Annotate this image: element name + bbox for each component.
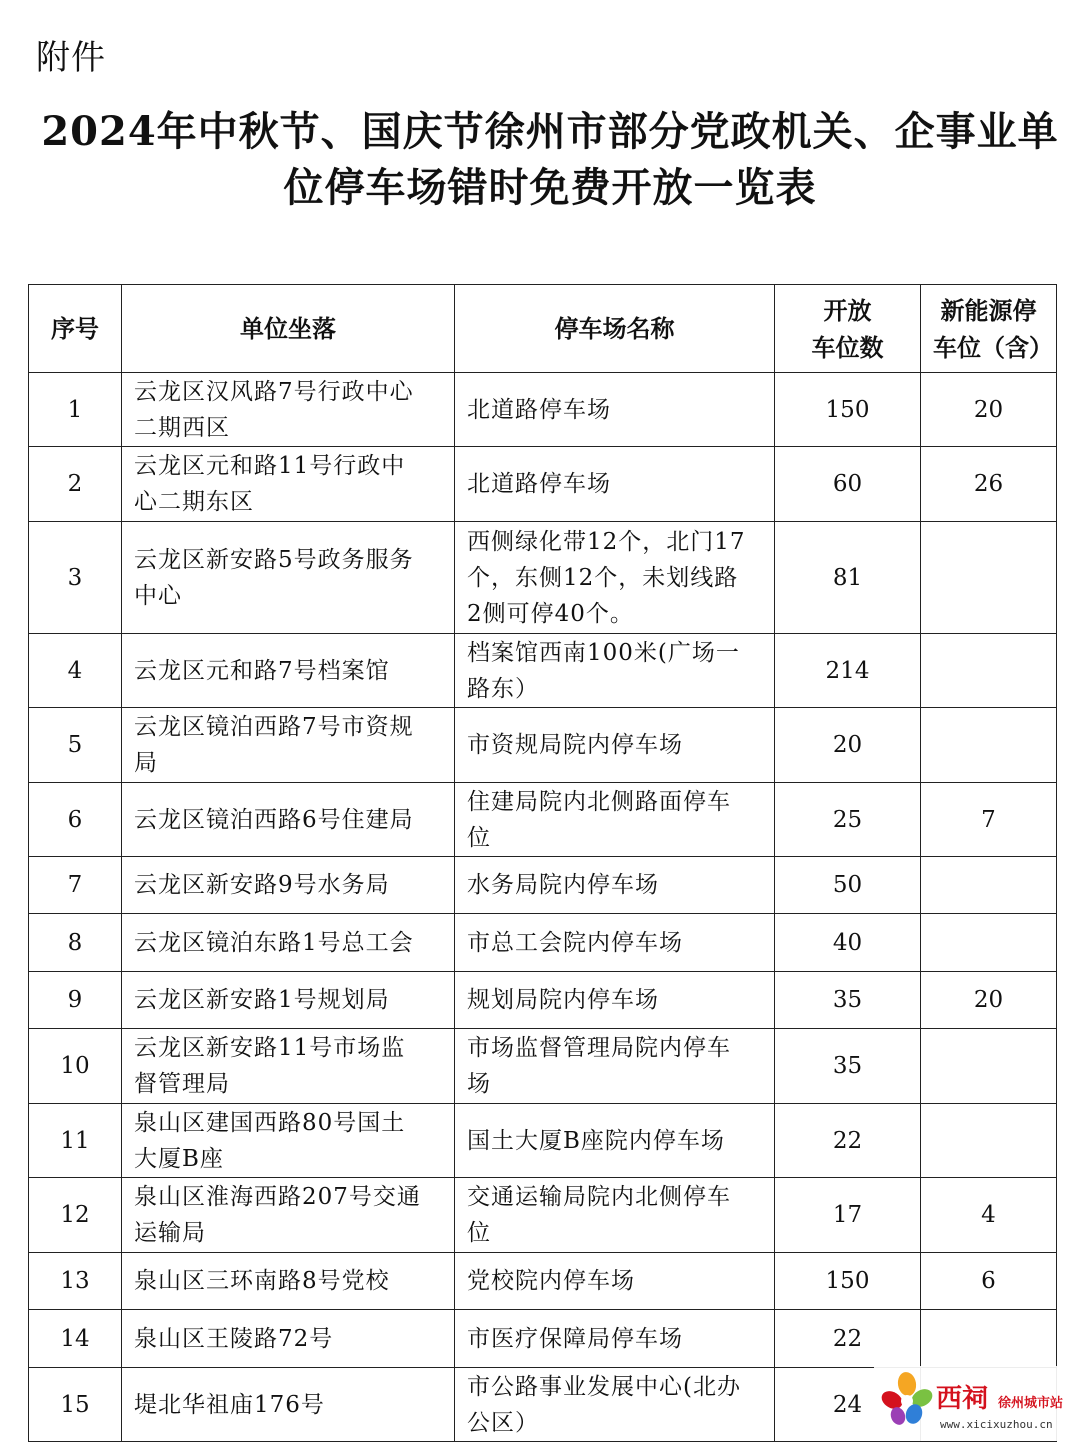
cell-location — [122, 1310, 455, 1368]
cell-open-spaces: 20 — [775, 708, 921, 783]
cell-location — [122, 1368, 455, 1442]
table-row — [29, 914, 1057, 972]
cell-lot-name-line: 北道路停车场 — [467, 396, 611, 423]
title-line-2: 位停车场错时免费开放一览表 — [283, 164, 817, 211]
cell-ev-spaces — [921, 634, 1057, 708]
cell-location — [122, 1178, 455, 1253]
cell-lot-name-line: 党校院内停车场 — [467, 1268, 635, 1294]
table-row — [29, 1104, 1057, 1178]
cell-no: 8 — [29, 914, 122, 972]
cell-lot-name — [455, 972, 775, 1029]
cell-open-spaces: 17 — [775, 1178, 921, 1253]
cell-open-spaces: 60 — [775, 447, 921, 522]
cell-location — [122, 522, 455, 634]
cell-open-spaces: 35 — [775, 1029, 921, 1104]
header-location: 单位坐落 — [122, 285, 455, 373]
header-open-spaces-line: 开放 — [823, 295, 872, 325]
cell-location — [122, 373, 455, 447]
cell-location-line: 云龙区汉风路7号行政中心 — [134, 378, 414, 405]
cell-open-spaces: 40 — [775, 914, 921, 972]
table-row — [29, 1310, 1057, 1368]
cell-lot-name-line: 规划局院内停车场 — [467, 987, 659, 1013]
cell-lot-name — [455, 1029, 775, 1104]
cell-no: 12 — [29, 1178, 122, 1253]
cell-no: 5 — [29, 708, 122, 783]
cell-no: 14 — [29, 1310, 122, 1368]
cell-ev-spaces: 4 — [921, 1178, 1057, 1253]
cell-no: 1 — [29, 373, 122, 447]
cell-no: 15 — [29, 1368, 122, 1442]
cell-location — [122, 1253, 455, 1310]
cell-lot-name — [455, 1310, 775, 1368]
cell-lot-name — [455, 1253, 775, 1310]
cell-location — [122, 1029, 455, 1104]
cell-location-line: 泉山区王陵路72号 — [134, 1325, 334, 1352]
cell-ev-spaces: 7 — [921, 783, 1057, 857]
cell-location-line: 泉山区建国西路80号国土 — [134, 1109, 406, 1136]
watermark-url: www.xicixuzhou.cn — [940, 1418, 1053, 1431]
cell-open-spaces: 214 — [775, 634, 921, 708]
cell-open-spaces: 50 — [775, 857, 921, 914]
cell-location — [122, 1104, 455, 1178]
table-row — [29, 972, 1057, 1029]
cell-ev-spaces — [921, 1029, 1057, 1104]
header-ev-spaces-line: 新能源停 — [940, 295, 1037, 325]
header-open-spaces-line: 车位数 — [811, 332, 884, 362]
cell-lot-name — [455, 373, 775, 447]
cell-ev-spaces: 26 — [921, 447, 1057, 522]
cell-lot-name-line: 交通运输局院内北侧停车 — [467, 1184, 731, 1210]
cell-lot-name-line: 场 — [467, 1071, 491, 1097]
cell-location — [122, 972, 455, 1029]
cell-ev-spaces: 6 — [921, 1253, 1057, 1310]
cell-no: 3 — [29, 522, 122, 634]
cell-no: 10 — [29, 1029, 122, 1104]
cell-lot-name — [455, 1104, 775, 1178]
cell-location-line: 心二期东区 — [134, 489, 254, 515]
cell-lot-name — [455, 522, 775, 634]
header-ev-spaces-line: 车位（含） — [933, 332, 1053, 362]
cell-lot-name — [455, 914, 775, 972]
flower-logo-icon — [880, 1370, 934, 1428]
cell-lot-name — [455, 1368, 775, 1442]
cell-no: 6 — [29, 783, 122, 857]
watermark-brand: 西祠 — [936, 1384, 989, 1414]
cell-ev-spaces — [921, 522, 1057, 634]
cell-open-spaces: 22 — [775, 1310, 921, 1368]
cell-open-spaces: 81 — [775, 522, 921, 634]
cell-no: 4 — [29, 634, 122, 708]
cell-location-line: 运输局 — [134, 1220, 206, 1246]
cell-location-line: 云龙区新安路5号政务服务 — [134, 546, 414, 573]
cell-location — [122, 708, 455, 783]
cell-lot-name — [455, 708, 775, 783]
header-ev-spaces — [921, 285, 1057, 373]
cell-lot-name-line: 西侧绿化带12个，北门17 — [467, 528, 746, 555]
cell-lot-name-line: 位 — [467, 824, 491, 851]
header-open-spaces — [775, 285, 921, 373]
parking-table — [28, 284, 1057, 1442]
cell-lot-name-line: 市场监督管理局院内停车 — [467, 1035, 731, 1061]
cell-lot-name-line: 水务局院内停车场 — [467, 872, 659, 898]
cell-lot-name — [455, 857, 775, 914]
cell-ev-spaces — [921, 914, 1057, 972]
cell-location-line: 云龙区镜泊东路1号总工会 — [134, 929, 414, 956]
header-lot-name: 停车场名称 — [455, 285, 775, 373]
cell-location-line: 泉山区淮海西路207号交通 — [134, 1184, 421, 1210]
cell-no: 13 — [29, 1253, 122, 1310]
cell-location-line: 云龙区镜泊西路6号住建局 — [134, 806, 414, 833]
cell-location — [122, 857, 455, 914]
header-no: 序号 — [29, 285, 122, 373]
cell-location-line: 中心 — [134, 582, 182, 609]
table-row — [29, 857, 1057, 914]
cell-lot-name — [455, 634, 775, 708]
cell-lot-name-line: 北道路停车场 — [467, 471, 611, 497]
table-row — [29, 1029, 1057, 1104]
cell-location-line: 泉山区三环南路8号党校 — [134, 1268, 390, 1294]
cell-lot-name-line: 市总工会院内停车场 — [467, 929, 683, 956]
cell-location-line: 云龙区新安路9号水务局 — [134, 872, 390, 898]
cell-ev-spaces — [921, 1310, 1057, 1368]
cell-open-spaces: 25 — [775, 783, 921, 857]
cell-lot-name-line: 公区） — [467, 1409, 539, 1436]
cell-lot-name-line: 市医疗保障局停车场 — [467, 1325, 683, 1352]
cell-location-line: 云龙区镜泊西路7号市资规 — [134, 714, 414, 740]
cell-no: 9 — [29, 972, 122, 1029]
cell-open-spaces: 24 — [775, 1368, 921, 1442]
table-row — [29, 783, 1057, 857]
cell-lot-name — [455, 783, 775, 857]
cell-location — [122, 634, 455, 708]
watermark-city: 徐州城市站 — [998, 1396, 1064, 1411]
table-row — [29, 373, 1057, 447]
cell-ev-spaces: 20 — [921, 972, 1057, 1029]
site-watermark — [874, 1366, 1080, 1441]
cell-location-line: 堤北华祖庙176号 — [134, 1391, 325, 1418]
cell-open-spaces: 150 — [775, 1253, 921, 1310]
cell-lot-name — [455, 447, 775, 522]
title-line-1: 2024年中秋节、国庆节徐州市部分党政机关、企事业单 — [41, 108, 1059, 155]
cell-open-spaces: 150 — [775, 373, 921, 447]
cell-location-line: 二期西区 — [134, 414, 230, 441]
table-row — [29, 1178, 1057, 1253]
cell-open-spaces: 35 — [775, 972, 921, 1029]
table-row — [29, 708, 1057, 783]
table-header-row — [29, 285, 1057, 373]
document-title — [20, 104, 1080, 216]
cell-location-line: 云龙区元和路7号档案馆 — [134, 657, 390, 684]
cell-ev-spaces — [921, 1104, 1057, 1178]
cell-no: 7 — [29, 857, 122, 914]
cell-location-line: 局 — [134, 750, 158, 776]
cell-location — [122, 447, 455, 522]
cell-lot-name-line: 市公路事业发展中心(北办 — [467, 1373, 741, 1400]
cell-location-line: 云龙区新安路11号市场监 — [134, 1035, 406, 1061]
cell-lot-name-line: 路东） — [467, 675, 539, 702]
cell-ev-spaces — [921, 708, 1057, 783]
table-row — [29, 634, 1057, 708]
cell-lot-name-line: 位 — [467, 1220, 491, 1246]
table-row — [29, 447, 1057, 522]
cell-lot-name-line: 2侧可停40个。 — [467, 600, 634, 627]
cell-lot-name-line: 档案馆西南100米(广场一 — [467, 639, 740, 666]
cell-location — [122, 783, 455, 857]
cell-lot-name-line: 个，东侧12个，未划线路 — [467, 564, 739, 591]
attachment-label: 附件 — [36, 38, 106, 78]
cell-location-line: 督管理局 — [134, 1071, 230, 1097]
cell-no: 2 — [29, 447, 122, 522]
cell-ev-spaces — [921, 857, 1057, 914]
cell-no: 11 — [29, 1104, 122, 1178]
cell-lot-name-line: 住建局院内北侧路面停车 — [467, 788, 731, 815]
cell-lot-name-line: 市资规局院内停车场 — [467, 732, 683, 758]
table-row — [29, 522, 1057, 634]
cell-lot-name-line: 国土大厦B座院内停车场 — [467, 1127, 725, 1154]
table-row — [29, 1253, 1057, 1310]
cell-location-line: 云龙区新安路1号规划局 — [134, 987, 390, 1013]
cell-ev-spaces: 20 — [921, 373, 1057, 447]
cell-open-spaces: 22 — [775, 1104, 921, 1178]
cell-location — [122, 914, 455, 972]
cell-lot-name — [455, 1178, 775, 1253]
cell-location-line: 云龙区元和路11号行政中 — [134, 453, 406, 479]
cell-location-line: 大厦B座 — [134, 1145, 224, 1172]
